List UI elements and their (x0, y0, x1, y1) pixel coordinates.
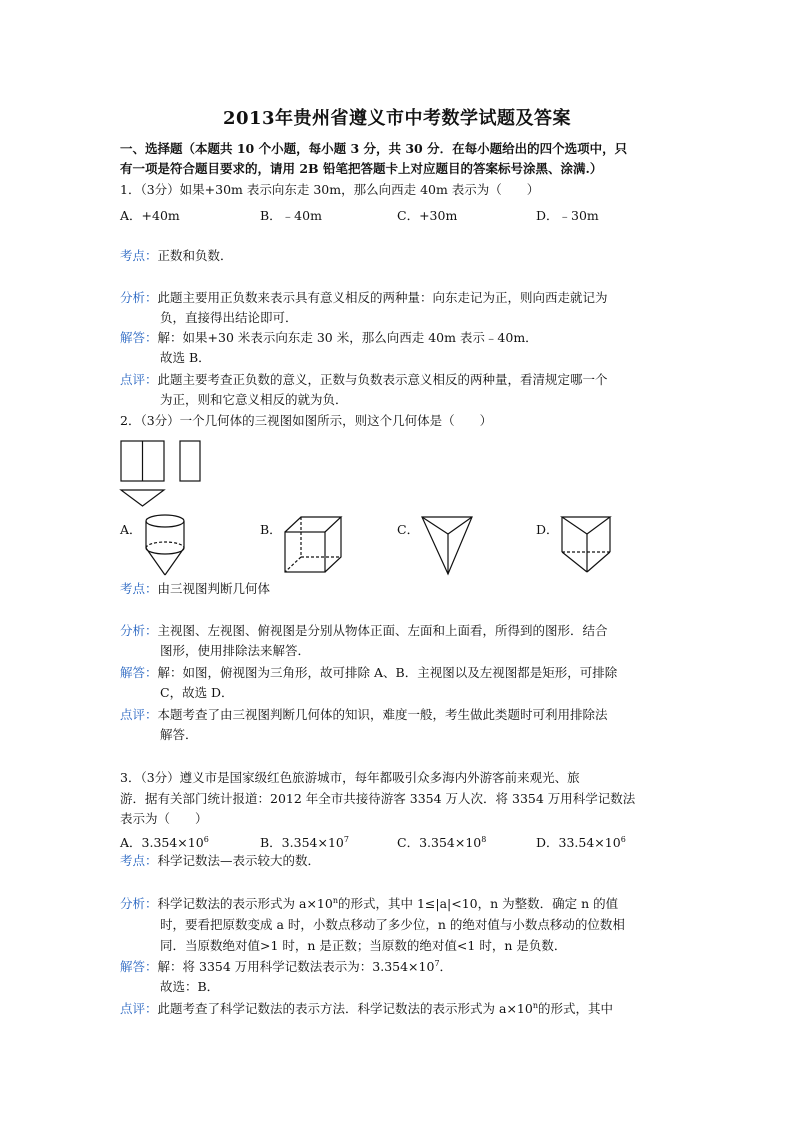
q3-fenxi-text-1a: 科学记数法的表示形式为 a×10 (157, 896, 333, 911)
q1-jieda (120, 330, 538, 346)
q3-fenxi (120, 896, 618, 912)
q3-dianping-text-1b: 的形式，其中 (537, 1001, 613, 1016)
q3-dianping-text-1a: 此题考查了科学记数法的表示方法．科学记数法的表示形式为 a×10 (157, 1001, 533, 1016)
q3-stem-1: 3．（3分）遵义市是国家级红色旅游城市，每年都吸引众多海内外游客前来观光、旅 (120, 770, 580, 785)
q2-dianping (120, 707, 608, 723)
q1-kaodian-text: 正数和负数． (157, 248, 233, 263)
q3-option-d-base: D．33.54×10 (536, 835, 621, 850)
fenxi-label: 分析： (120, 896, 158, 911)
section-header-line-1: 一、选择题（本题共 10 个小题，每小题 3 分，共 30 分．在每小题给出的四个选项中，只 (120, 141, 628, 156)
q3-dianping (120, 1001, 613, 1017)
q2-kaodian (120, 581, 270, 597)
q2-stem: 2．（3分）一个几何体的三视图如图所示，则这个几何体是（ ） (120, 413, 493, 428)
kaodian-label: 考点： (120, 853, 158, 868)
three-view-figure (116, 436, 206, 510)
q1-jieda-text-1: 解：如果+30 米表示向东走 30 米，那么向西走 40m 表示﹣40m． (157, 330, 538, 345)
fenxi-label: 分析： (120, 623, 158, 638)
q3-option-d-exp: 6 (620, 835, 626, 844)
q3-option-c (397, 833, 486, 851)
q2-fenxi-text-1: 主视图、左视图、俯视图是分别从物体正面、左面和上面看，所得到的图形．结合 (157, 623, 608, 638)
q3-option-a-base: A．3.354×10 (120, 835, 204, 850)
q3-jieda-text-2: 故选：B． (160, 979, 220, 994)
q2-fenxi-text-2: 图形，使用排除法来解答． (160, 643, 311, 658)
q2-option-d: D． (536, 522, 559, 537)
q3-option-a-exp: 6 (203, 835, 209, 844)
dianping-label: 点评： (120, 372, 158, 387)
q3-kaodian (120, 853, 320, 869)
q1-dianping (120, 372, 608, 388)
q2-option-b: B． (260, 522, 282, 537)
q1-stem: 1．（3分）如果+30m 表示向东走 30m，那么向西走 40m 表示为（ ） (120, 182, 540, 197)
q1-option-a: A．+40m (120, 208, 180, 223)
jieda-label: 解答： (120, 959, 158, 974)
q3-option-a (120, 833, 209, 851)
q1-option-b: B．﹣40m (260, 208, 322, 223)
q2-dianping-text-1: 本题考查了由三视图判断几何体的知识，难度一般，考生做此类题时可利用排除法 (157, 707, 608, 722)
q2-fenxi (120, 623, 608, 639)
q3-stem-2: 游．据有关部门统计报道：2012 年全市共接待游客 3354 万人次．将 3354 万用科学记数法 (120, 791, 636, 806)
q3-fenxi-exp: n (332, 896, 338, 905)
q3-kaodian-text: 科学记数法—表示较大的数． (157, 853, 321, 868)
q3-fenxi-text-2: 时，要看把原数变成 a 时，小数点移动了多少位，n 的绝对值与小数点移动的位数相 (160, 917, 625, 932)
q3-fenxi-text-1b: 的形式，其中 1≤|a|<10，n 为整数．确定 n 的值 (337, 896, 619, 911)
q1-kaodian (120, 248, 233, 264)
kaodian-label: 考点： (120, 581, 158, 596)
q2-jieda (120, 665, 617, 681)
q3-option-b-base: B．3.354×10 (260, 835, 344, 850)
triangular-prism-figure (558, 512, 616, 578)
q1-option-d: D．﹣30m (536, 208, 599, 223)
q3-option-b (260, 833, 349, 851)
dianping-label: 点评： (120, 707, 158, 722)
q2-option-a: A． (120, 522, 142, 537)
q3-option-b-exp: 7 (343, 835, 349, 844)
q3-stem-3: 表示为（ ） (120, 811, 208, 826)
tetrahedron-figure (418, 512, 478, 578)
cylinder-cone-figure (140, 512, 190, 578)
jieda-label: 解答： (120, 330, 158, 345)
q3-option-c-base: C．3.354×10 (397, 835, 482, 850)
q1-jieda-text-2: 故选 B． (160, 350, 211, 365)
q2-kaodian-text: 由三视图判断几何体 (157, 581, 271, 596)
q1-option-c: C．+30m (397, 208, 458, 223)
q1-dianping-text-2: 为正，则和它意义相反的就为负． (160, 392, 348, 407)
cube-figure (280, 512, 346, 578)
q3-jieda-text-1b: ． (439, 959, 453, 974)
q2-option-c: C． (397, 522, 420, 537)
q3-jieda-text-1a: 解：将 3354 万用科学记数法表示为：3.354×10 (157, 959, 435, 974)
dianping-label: 点评： (120, 1001, 158, 1016)
fenxi-label: 分析： (120, 290, 158, 305)
q2-dianping-text-2: 解答． (160, 727, 198, 742)
q1-fenxi-text-2: 负，直接得出结论即可． (160, 310, 298, 325)
section-header-line-2: 有一项是符合题目要求的，请用 2B 铅笔把答题卡上对应题目的答案标号涂黑、涂满.） (120, 161, 603, 176)
q2-jieda-text-2: C，故选 D． (160, 685, 234, 700)
q2-jieda-text-1: 解：如图，俯视图为三角形，故可排除 A、B．主视图以及左视图都是矩形，可排除 (157, 665, 618, 680)
q1-dianping-text-1: 此题主要考查正负数的意义，正数与负数表示意义相反的两种量，看清规定哪一个 (157, 372, 608, 387)
q1-fenxi-text-1: 此题主要用正负数来表示具有意义相反的两种量：向东走记为正，则向西走就记为 (157, 290, 608, 305)
q3-jieda-exp: 7 (434, 959, 440, 968)
jieda-label: 解答： (120, 665, 158, 680)
q3-option-c-exp: 8 (481, 835, 487, 844)
kaodian-label: 考点： (120, 248, 158, 263)
q1-fenxi (120, 290, 608, 306)
q3-option-d (536, 833, 626, 851)
q3-fenxi-text-3: 同．当原数绝对值>1 时，n 是正数；当原数的绝对值<1 时，n 是负数． (160, 938, 567, 953)
q3-dianping-exp: n (532, 1001, 538, 1010)
q3-jieda (120, 959, 452, 975)
page-title: 2013年贵州省遵义市中考数学试题及答案 (222, 108, 572, 129)
